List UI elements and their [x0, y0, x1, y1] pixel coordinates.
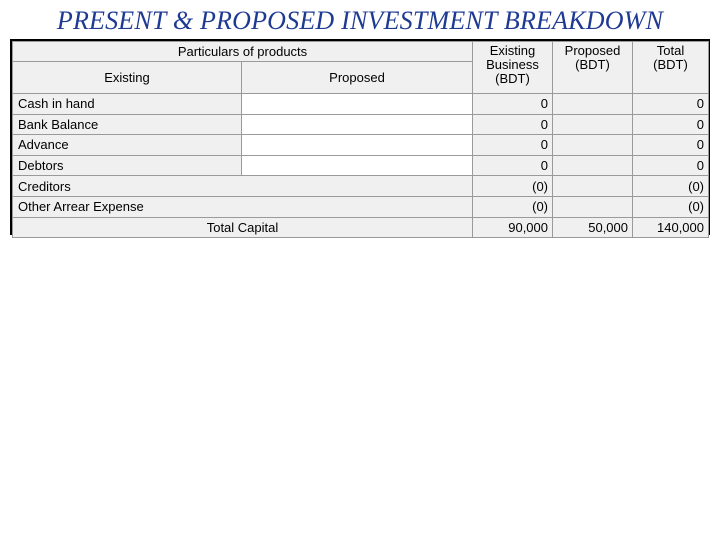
particulars-header: Particulars of products — [13, 42, 473, 62]
table-row — [13, 176, 709, 197]
total-value: (0) — [633, 176, 709, 197]
proposed-value — [553, 135, 633, 156]
proposed-cell — [242, 94, 473, 115]
proposed-value — [553, 114, 633, 135]
existing-business-header: Existing Business (BDT) — [473, 42, 553, 94]
grand-total-value: 140,000 — [633, 217, 709, 238]
total-label: Total Capital — [13, 217, 473, 238]
existing-subheader: Existing — [13, 62, 242, 94]
table-row — [13, 94, 709, 115]
row-label: Cash in hand — [13, 94, 242, 115]
existing-value: 0 — [473, 94, 553, 115]
proposed-subheader: Proposed — [242, 62, 473, 94]
proposed-value — [553, 196, 633, 217]
table-row — [13, 135, 709, 156]
row-label: Other Arrear Expense — [13, 196, 473, 217]
row-label: Bank Balance — [13, 114, 242, 135]
table-row — [13, 196, 709, 217]
total-header: Total (BDT) — [633, 42, 709, 94]
total-proposed-value: 50,000 — [553, 217, 633, 238]
proposed-cell — [242, 155, 473, 176]
total-existing-value: 90,000 — [473, 217, 553, 238]
total-value: 0 — [633, 155, 709, 176]
total-row — [13, 217, 709, 238]
total-value: 0 — [633, 135, 709, 156]
row-label: Creditors — [13, 176, 473, 197]
row-label: Advance — [13, 135, 242, 156]
existing-value: (0) — [473, 196, 553, 217]
total-value: 0 — [633, 114, 709, 135]
existing-value: (0) — [473, 176, 553, 197]
table-row — [13, 114, 709, 135]
total-value: 0 — [633, 94, 709, 115]
existing-value: 0 — [473, 155, 553, 176]
investment-table — [10, 39, 710, 235]
proposed-header: Proposed (BDT) — [553, 42, 633, 94]
proposed-cell — [242, 114, 473, 135]
proposed-cell — [242, 135, 473, 156]
row-label: Debtors — [13, 155, 242, 176]
existing-value: 0 — [473, 114, 553, 135]
proposed-value — [553, 176, 633, 197]
existing-value: 0 — [473, 135, 553, 156]
table-row — [13, 155, 709, 176]
proposed-value — [553, 155, 633, 176]
proposed-value — [553, 94, 633, 115]
total-value: (0) — [633, 196, 709, 217]
page-title: PRESENT & PROPOSED INVESTMENT BREAKDOWN — [56, 6, 664, 35]
